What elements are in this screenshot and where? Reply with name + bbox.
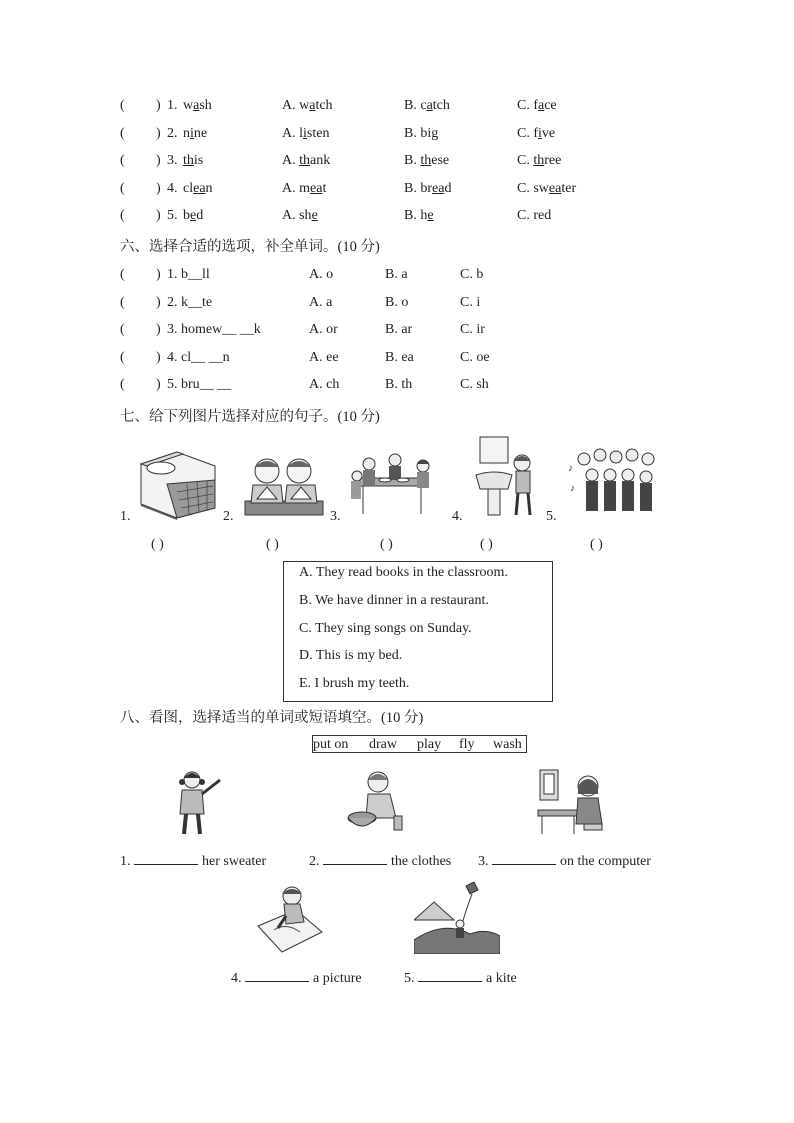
- option-b-part: B.: [404, 153, 421, 168]
- word-bank-item: draw: [369, 737, 397, 752]
- option-c: [517, 126, 555, 142]
- question-word: 5. bru__ __: [167, 377, 232, 392]
- option-b: [404, 153, 449, 169]
- question-word-part: e: [190, 208, 197, 223]
- option-a-part: A. w: [282, 98, 310, 113]
- word-bank-item: play: [417, 737, 442, 752]
- option-a-part: ank: [310, 153, 331, 168]
- word-bank-item: fly: [459, 737, 475, 752]
- picture-number: 2.: [223, 509, 234, 524]
- sentence-option: C. They sing songs on Sunday.: [299, 620, 472, 636]
- question-word: 3. homew__ __k: [167, 322, 261, 337]
- answer-paren: ( ): [590, 537, 603, 552]
- restaurant-dinner-picture: [347, 452, 439, 518]
- option-c: [517, 208, 551, 224]
- fill-in-item: [120, 854, 266, 870]
- question-word-part: n: [205, 180, 213, 196]
- option-c: [517, 181, 576, 197]
- answer-blank[interactable]: [134, 854, 198, 865]
- question-word: [183, 208, 203, 224]
- option-c: C. i: [460, 294, 481, 310]
- word-bank-item: wash: [493, 737, 522, 752]
- option-c-part: C. f: [517, 98, 538, 113]
- answer-paren: ( ): [151, 537, 164, 552]
- option-c: C. b: [460, 267, 484, 282]
- option-c: C. ir: [460, 322, 485, 337]
- option-b: B. o: [385, 294, 409, 310]
- option-b-part: e: [427, 208, 434, 223]
- question-number: 4.: [167, 180, 178, 196]
- option-b-part: ea: [432, 180, 445, 196]
- question-word: 2. k__te: [167, 294, 213, 310]
- section-8-title: 八、看图，选择适当的单词或短语填空。(10 分): [120, 710, 424, 726]
- option-c: [517, 153, 561, 169]
- fill-in-item: [231, 971, 362, 987]
- option-a-part: tch: [315, 98, 333, 113]
- option-a-part: a: [309, 98, 316, 113]
- question-word: [183, 126, 207, 142]
- option-c-part: C. f: [517, 125, 538, 141]
- option-c-part: ter: [561, 180, 577, 196]
- question-word-part: is: [193, 153, 204, 168]
- picture-number: 4.: [452, 509, 463, 524]
- sentence-option: A. They read books in the classroom.: [299, 565, 508, 580]
- question-word-part: w: [183, 98, 194, 113]
- question-number: 5.: [167, 208, 178, 223]
- answer-paren-close: ): [156, 180, 161, 196]
- option-c-part: th: [533, 153, 545, 168]
- option-a: [282, 153, 330, 169]
- option-b-part: ese: [431, 153, 450, 168]
- answer-paren-close: ): [156, 294, 161, 310]
- answer-paren-close: ): [156, 322, 161, 337]
- question-number: 1.: [167, 98, 178, 113]
- question-word: [183, 153, 203, 169]
- question-word-part: n: [183, 125, 190, 141]
- answer-paren-close: ): [156, 125, 161, 141]
- option-a-part: A. m: [282, 180, 310, 196]
- item-text: the clothes: [391, 854, 452, 869]
- option-a: [282, 126, 329, 142]
- section-6-title: 六、选择合适的选项，补全单词。(10 分): [120, 239, 380, 255]
- option-a-part: sten: [306, 125, 330, 141]
- item-text: a kite: [486, 971, 517, 986]
- option-b: [404, 181, 451, 197]
- option-b: [404, 208, 434, 224]
- option-a-part: A.: [282, 153, 300, 168]
- option-a: A. ch: [309, 377, 340, 392]
- question-word-part: sh: [199, 98, 212, 113]
- answer-paren-close: ): [156, 267, 161, 282]
- word-bank-item: put on: [313, 737, 349, 752]
- section-7-title: 七、给下列图片选择对应的句子。(10 分): [120, 409, 380, 425]
- sentence-option: D. This is my bed.: [299, 648, 403, 664]
- question-word-part: ea: [193, 180, 206, 196]
- bed-picture: [137, 450, 219, 520]
- answer-paren-open: (: [120, 180, 125, 196]
- option-b-part: tch: [432, 98, 450, 113]
- item-number: 5.: [404, 971, 418, 986]
- option-c-part: C.: [517, 153, 534, 168]
- question-word: [183, 181, 213, 197]
- singing-children-picture: [566, 445, 662, 517]
- option-b-part: B. h: [404, 208, 428, 223]
- option-a: A. a: [309, 294, 333, 310]
- option-b: B. ar: [385, 322, 413, 337]
- answer-paren: ( ): [266, 537, 279, 552]
- option-c-part: C. red: [517, 208, 552, 223]
- answer-paren-close: ): [156, 153, 161, 168]
- item-number: 3.: [478, 854, 492, 869]
- question-word: 4. cl__ __n: [167, 349, 230, 365]
- brushing-teeth-picture: [472, 435, 540, 519]
- answer-blank[interactable]: [245, 971, 309, 982]
- option-b: B. th: [385, 377, 413, 392]
- option-b: B. a: [385, 267, 408, 282]
- question-number: 2.: [167, 125, 178, 141]
- sentence-option: E. I brush my teeth.: [299, 676, 410, 692]
- answer-paren-close: ): [156, 349, 161, 365]
- girl-flying-kite-picture: [414, 880, 500, 954]
- option-c: [517, 98, 557, 114]
- answer-paren-close: ): [156, 98, 161, 113]
- answer-paren-open: (: [120, 294, 125, 310]
- option-b-part: a: [426, 98, 433, 113]
- option-b-part: B. c: [404, 98, 427, 113]
- item-text: a picture: [313, 971, 362, 986]
- question-word-part: cl: [183, 180, 194, 196]
- question-word: [183, 98, 212, 114]
- option-a: A. or: [309, 322, 338, 337]
- option-b-part: th: [420, 153, 432, 168]
- answer-paren-open: (: [120, 322, 125, 337]
- fill-in-item: [309, 854, 451, 870]
- option-b-part: B. br: [404, 180, 432, 196]
- question-word-part: ne: [193, 125, 208, 141]
- option-a-part: t: [322, 180, 327, 196]
- option-a: [282, 208, 318, 224]
- answer-paren-open: (: [120, 208, 125, 223]
- answer-paren-open: (: [120, 98, 125, 113]
- question-word-part: i: [190, 125, 194, 141]
- answer-paren-close: ): [156, 208, 161, 223]
- sentence-option: B. We have dinner in a restaurant.: [299, 592, 489, 608]
- option-a-part: ea: [310, 180, 323, 196]
- item-text: on the computer: [560, 854, 651, 869]
- answer-paren-close: ): [156, 377, 161, 392]
- question-number: 3.: [167, 153, 178, 168]
- option-b-part: d: [444, 180, 452, 196]
- picture-number: 5.: [546, 509, 557, 524]
- option-c-part: ree: [544, 153, 562, 168]
- option-a-part: A. sh: [282, 208, 312, 223]
- reading-children-picture: [243, 455, 325, 517]
- item-number: 1.: [120, 854, 134, 869]
- answer-blank[interactable]: [418, 971, 482, 982]
- answer-paren: ( ): [480, 537, 493, 552]
- picture-number: 1.: [120, 509, 131, 524]
- option-a-part: th: [299, 153, 311, 168]
- option-c-part: ce: [544, 98, 557, 113]
- option-a: A. o: [309, 267, 334, 282]
- fill-in-item: [478, 854, 651, 870]
- option-a-part: e: [311, 208, 318, 223]
- boy-drawing-picture: [256, 886, 326, 954]
- answer-paren-open: (: [120, 377, 125, 392]
- option-a: [282, 98, 333, 114]
- option-a-part: i: [303, 125, 307, 141]
- answer-paren-open: (: [120, 125, 125, 141]
- option-c: C. oe: [460, 349, 490, 365]
- option-a: A. ee: [309, 349, 339, 365]
- answer-blank[interactable]: [492, 854, 556, 865]
- svg-text:♪: ♪: [568, 463, 573, 474]
- option-c-part: ve: [541, 125, 556, 141]
- boy-washing-clothes-picture: [346, 768, 406, 834]
- picture-number: 3.: [330, 509, 341, 524]
- option-a-part: A. l: [282, 125, 303, 141]
- answer-paren: ( ): [380, 537, 393, 552]
- option-c-part: ea: [548, 180, 562, 196]
- fill-in-item: [404, 971, 517, 987]
- question-word-part: b: [183, 208, 190, 223]
- option-b-part: B. bi: [404, 125, 432, 141]
- option-a: [282, 181, 326, 197]
- item-number: 4.: [231, 971, 245, 986]
- option-c-part: a: [538, 98, 545, 113]
- question-word-part: d: [196, 208, 204, 223]
- girl-computer-picture: [536, 766, 608, 836]
- answer-blank[interactable]: [323, 854, 387, 865]
- svg-text:♪: ♪: [570, 483, 575, 494]
- item-number: 2.: [309, 854, 323, 869]
- option-b-part: g: [431, 125, 439, 141]
- option-b: [404, 126, 438, 142]
- option-c-part: C. sw: [517, 180, 549, 196]
- answer-paren-open: (: [120, 267, 125, 282]
- question-word-part: th: [183, 153, 194, 168]
- answer-paren-open: (: [120, 153, 125, 168]
- option-b: B. ea: [385, 349, 414, 365]
- question-word-part: a: [193, 98, 200, 113]
- question-word: 1. b__ll: [167, 267, 210, 282]
- option-c-part: i: [538, 125, 542, 141]
- girl-sweater-picture: [170, 768, 226, 838]
- option-c: C. sh: [460, 377, 489, 392]
- item-text: her sweater: [202, 854, 267, 869]
- option-b: [404, 98, 450, 114]
- answer-paren-open: (: [120, 349, 125, 365]
